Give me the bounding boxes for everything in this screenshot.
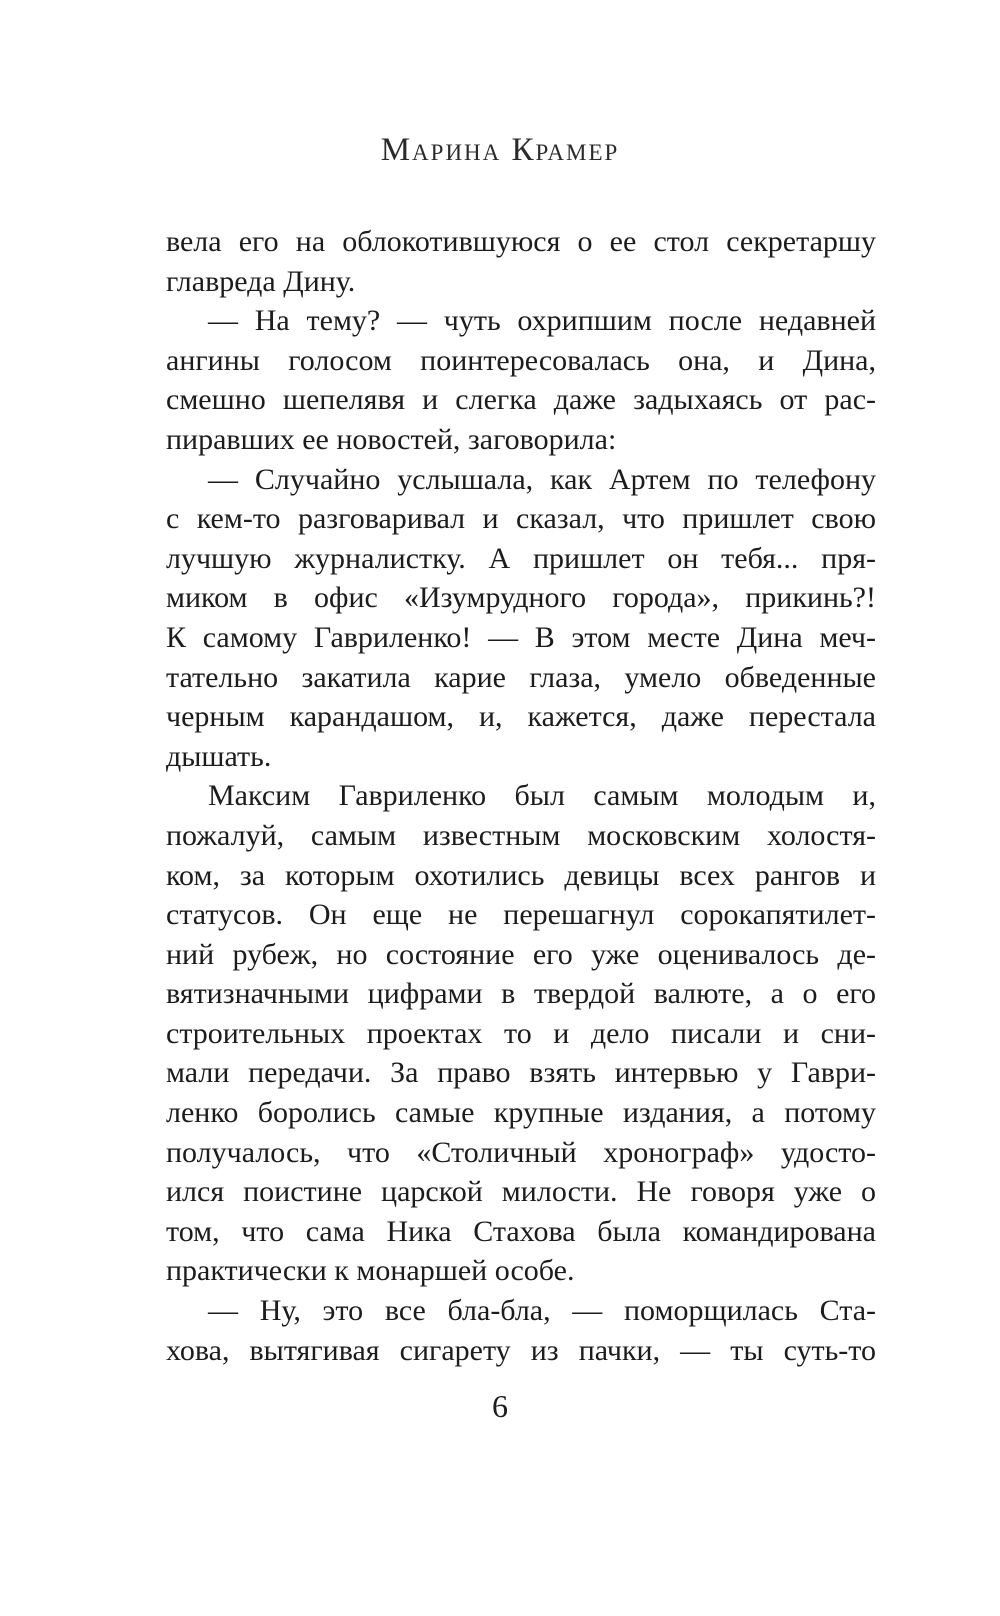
- text-line: миком в офис «Изумрудного города», прикинь?!: [166, 581, 876, 615]
- text-line: ком, за которым охотились девицы всех рангов и: [166, 858, 876, 892]
- text-line: — Случайно услышала, как Артем по телефону: [208, 462, 876, 496]
- text-line: строительных проектах то и дело писали и сни-: [166, 1016, 876, 1050]
- text-line: черным карандашом, и, кажется, даже перестала: [166, 700, 876, 734]
- text-line: дышать.: [166, 739, 272, 773]
- text-line: — На тему? — чуть охрипшим после недавней: [208, 304, 876, 338]
- text-line: пожалуй, самым известным московским холостя-: [166, 818, 876, 852]
- text-line: ился поистине царской милости. Не говоря уже о: [166, 1175, 876, 1209]
- running-head-author: Марина Крамер: [380, 132, 620, 168]
- page-number: 6: [492, 1388, 508, 1424]
- text-line: хова, вытягивая сигарету из пачки, — ты суть-то: [166, 1333, 876, 1367]
- text-line: Максим Гавриленко был самым молодым и,: [208, 779, 876, 813]
- text-line: статусов. Он еще не перешагнул сорокапятилет-: [166, 898, 876, 932]
- text-line: получалось, что «Столичный хронограф» удосто-: [166, 1135, 876, 1169]
- text-line: К самому Гавриленко! — В этом месте Дина меч-: [166, 620, 876, 654]
- text-line: мали передачи. За право взять интервью у Гаври-: [166, 1056, 876, 1090]
- text-line: лучшую журналистку. А пришлет он тебя... пря-: [166, 541, 876, 575]
- text-line: практически к монаршей особе.: [166, 1254, 575, 1288]
- text-line: смешно шепелявя и слегка даже задыхаясь от рас-: [166, 383, 876, 417]
- text-line: — Ну, это все бла-бла, — поморщилась Ста-: [208, 1294, 876, 1328]
- text-line: с кем-то разговаривал и сказал, что пришлет свою: [166, 502, 876, 536]
- text-line: ний рубеж, но состояние его уже оценивалось де-: [166, 937, 876, 971]
- text-line: пиравших ее новостей, заговорила:: [166, 422, 617, 456]
- body-text: [166, 222, 876, 1370]
- text-line: вятизначными цифрами в твердой валюте, а о его: [166, 977, 876, 1011]
- text-line: вела его на облокотившуюся о ее стол секретаршу: [166, 225, 876, 258]
- text-line: главреда Дину.: [166, 264, 356, 298]
- text-line: тательно закатила карие глаза, умело обведенные: [166, 660, 876, 694]
- text-line: ангины голосом поинтересовалась она, и Дина,: [166, 343, 876, 377]
- text-line: ленко боролись самые крупные издания, а потому: [166, 1096, 876, 1130]
- text-line: том, что сама Ника Стахова была командирована: [166, 1214, 876, 1248]
